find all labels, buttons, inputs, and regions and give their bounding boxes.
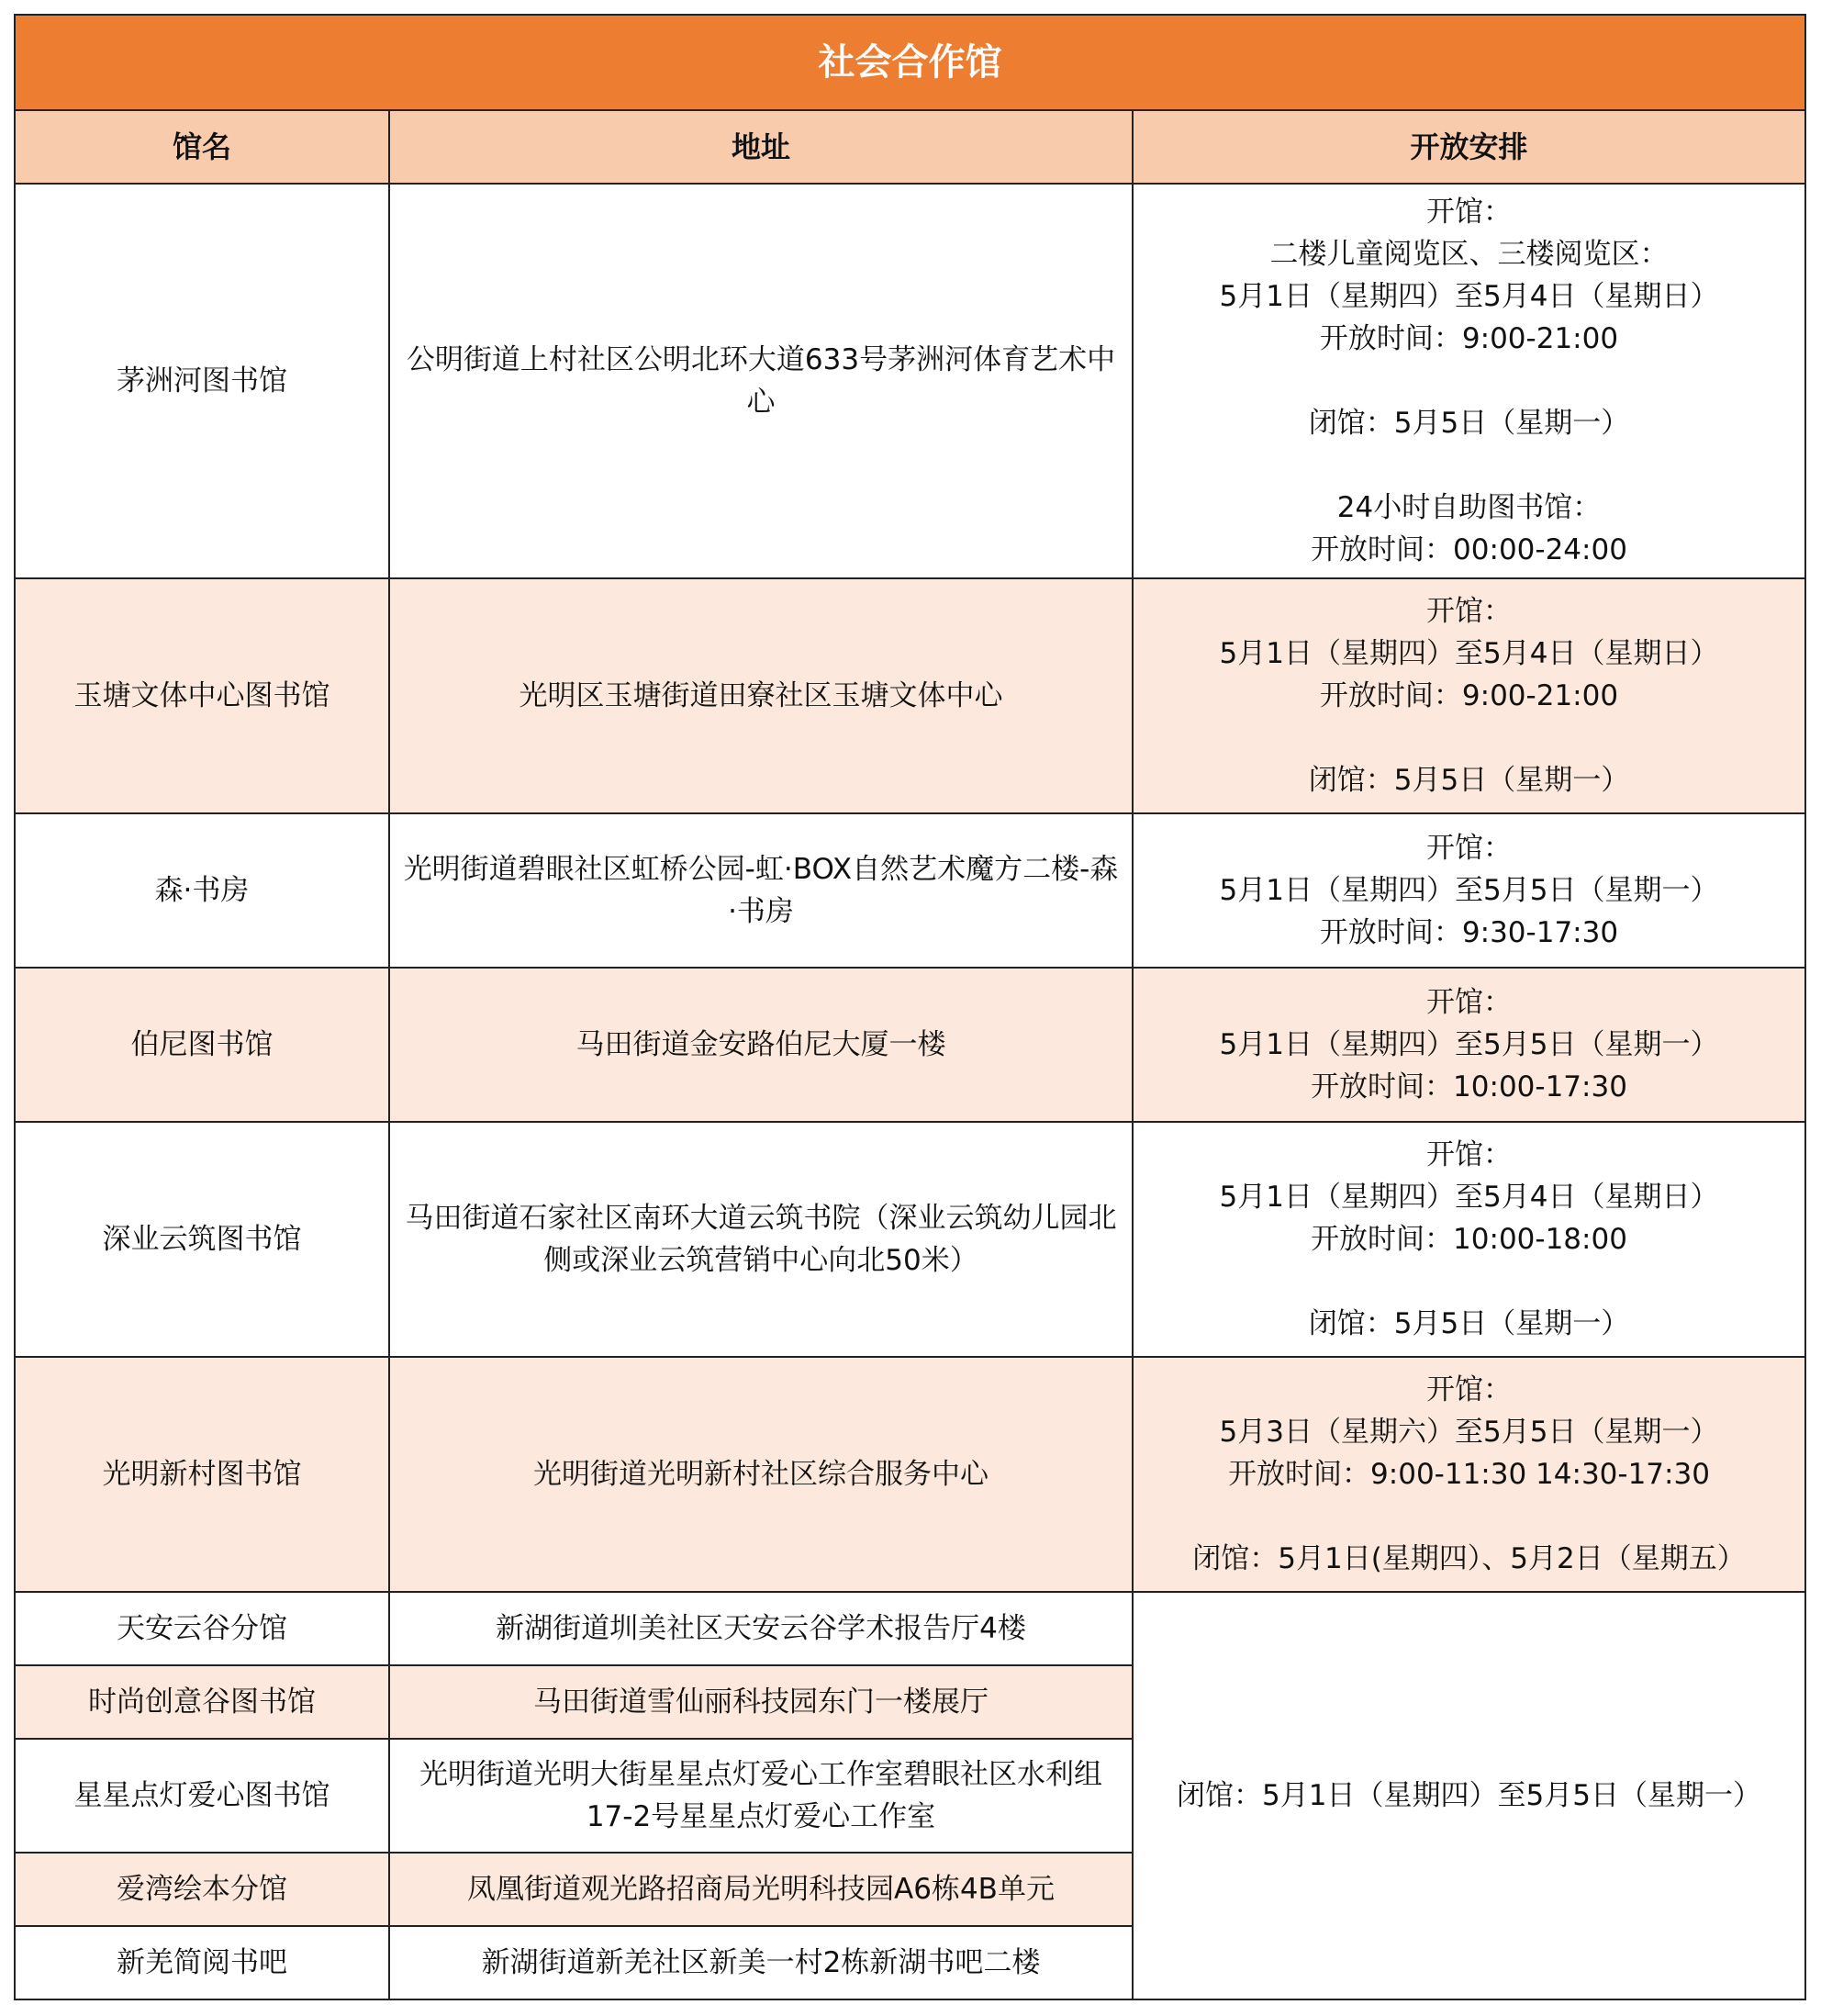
table-row — [15, 578, 1805, 813]
library-schedule — [1133, 184, 1805, 578]
header-address: 地址 — [389, 110, 1133, 184]
library-schedule — [1133, 1357, 1805, 1592]
library-name: 伯尼图书馆 — [15, 968, 389, 1122]
schedule-line: 5月1日（星期四）至5月4日（星期日） — [1219, 637, 1719, 670]
library-name: 天安云谷分馆 — [15, 1592, 389, 1665]
table-title: 社会合作馆 — [15, 15, 1805, 110]
schedule-spacer — [1139, 717, 1799, 759]
schedule-line: 开馆： — [1426, 1373, 1512, 1406]
library-address: 光明街道光明新村社区综合服务中心 — [389, 1357, 1133, 1592]
header-name: 馆名 — [15, 110, 389, 184]
schedule-line: 开馆： — [1426, 1138, 1512, 1171]
schedule-line: 开放时间：10:00-17:30 — [1311, 1070, 1627, 1103]
schedule-table — [14, 14, 1806, 2000]
schedule-line: 闭馆：5月5日（星期一） — [1308, 407, 1630, 440]
library-name: 茅洲河图书馆 — [15, 184, 389, 578]
library-schedule — [1133, 1122, 1805, 1357]
schedule-line: 闭馆：5月1日(星期四）、5月2日（星期五） — [1192, 1542, 1746, 1575]
table-row — [15, 1357, 1805, 1592]
schedule-line: 开放时间：00:00-24:00 — [1311, 533, 1627, 566]
schedule-line: 5月1日（星期四）至5月5日（星期一） — [1219, 1028, 1719, 1061]
library-schedule — [1133, 578, 1805, 813]
library-address: 光明街道碧眼社区虹桥公园-虹·BOX自然艺术魔方二楼-森·书房 — [389, 813, 1133, 968]
schedule-line: 开放时间：9:30-17:30 — [1319, 916, 1619, 949]
schedule-line: 5月1日（星期四）至5月4日（星期日） — [1219, 280, 1719, 313]
schedule-line: 开放时间：9:00-21:00 — [1319, 679, 1619, 712]
schedule-line: 开放时间：10:00-18:00 — [1311, 1223, 1627, 1256]
table-row — [15, 1122, 1805, 1357]
library-address: 马田街道金安路伯尼大厦一楼 — [389, 968, 1133, 1122]
header-schedule: 开放安排 — [1133, 110, 1805, 184]
library-address: 新湖街道新羌社区新美一村2栋新湖书吧二楼 — [389, 1926, 1133, 1999]
library-name: 星星点灯爱心图书馆 — [15, 1739, 389, 1853]
library-name: 新羌简阅书吧 — [15, 1926, 389, 1999]
schedule-line: 5月3日（星期六）至5月5日（星期一） — [1219, 1416, 1719, 1449]
library-name: 爱湾绘本分馆 — [15, 1853, 389, 1926]
table-row — [15, 813, 1805, 968]
schedule-spacer — [1139, 444, 1799, 487]
library-address: 公明街道上村社区公明北环大道633号茅洲河体育艺术中心 — [389, 184, 1133, 578]
schedule-line: 开馆： — [1426, 196, 1512, 229]
schedule-line: 二楼儿童阅览区、三楼阅览区： — [1269, 238, 1669, 271]
library-name: 玉塘文体中心图书馆 — [15, 578, 389, 813]
library-address: 马田街道雪仙丽科技园东门一楼展厅 — [389, 1665, 1133, 1739]
library-name: 深业云筑图书馆 — [15, 1122, 389, 1357]
schedule-line: 闭馆：5月5日（星期一） — [1308, 764, 1630, 797]
schedule-line: 5月1日（星期四）至5月5日（星期一） — [1219, 874, 1719, 907]
library-address: 新湖街道圳美社区天安云谷学术报告厅4楼 — [389, 1592, 1133, 1665]
header-row — [15, 110, 1805, 184]
library-name: 光明新村图书馆 — [15, 1357, 389, 1592]
schedule-spacer — [1139, 1260, 1799, 1303]
schedule-line: 24小时自助图书馆： — [1336, 491, 1602, 524]
closed-schedule: 闭馆：5月1日（星期四）至5月5日（星期一） — [1133, 1592, 1805, 1999]
library-address: 凤凰街道观光路招商局光明科技园A6栋4B单元 — [389, 1853, 1133, 1926]
table-row — [15, 184, 1805, 578]
library-address: 光明街道光明大街星星点灯爱心工作室碧眼社区水利组17-2号星星点灯爱心工作室 — [389, 1739, 1133, 1853]
schedule-line: 开馆： — [1426, 986, 1512, 1019]
library-schedule-sheet — [14, 14, 1806, 2000]
library-schedule — [1133, 813, 1805, 968]
schedule-line: 开放时间：9:00-11:30 14:30-17:30 — [1228, 1458, 1710, 1491]
schedule-line: 5月1日（星期四）至5月4日（星期日） — [1219, 1181, 1719, 1214]
library-name: 森·书房 — [15, 813, 389, 968]
schedule-line: 开馆： — [1426, 595, 1512, 628]
table-row — [15, 968, 1805, 1122]
schedule-spacer — [1139, 360, 1799, 402]
schedule-spacer — [1139, 1495, 1799, 1538]
table-row — [15, 1592, 1805, 1665]
library-address: 马田街道石家社区南环大道云筑书院（深业云筑幼儿园北侧或深业云筑营销中心向北50米） — [389, 1122, 1133, 1357]
schedule-line: 开馆： — [1426, 832, 1512, 865]
library-schedule — [1133, 968, 1805, 1122]
library-name: 时尚创意谷图书馆 — [15, 1665, 389, 1739]
library-address: 光明区玉塘街道田寮社区玉塘文体中心 — [389, 578, 1133, 813]
schedule-line: 开放时间：9:00-21:00 — [1319, 322, 1619, 355]
schedule-line: 闭馆：5月5日（星期一） — [1308, 1307, 1630, 1340]
